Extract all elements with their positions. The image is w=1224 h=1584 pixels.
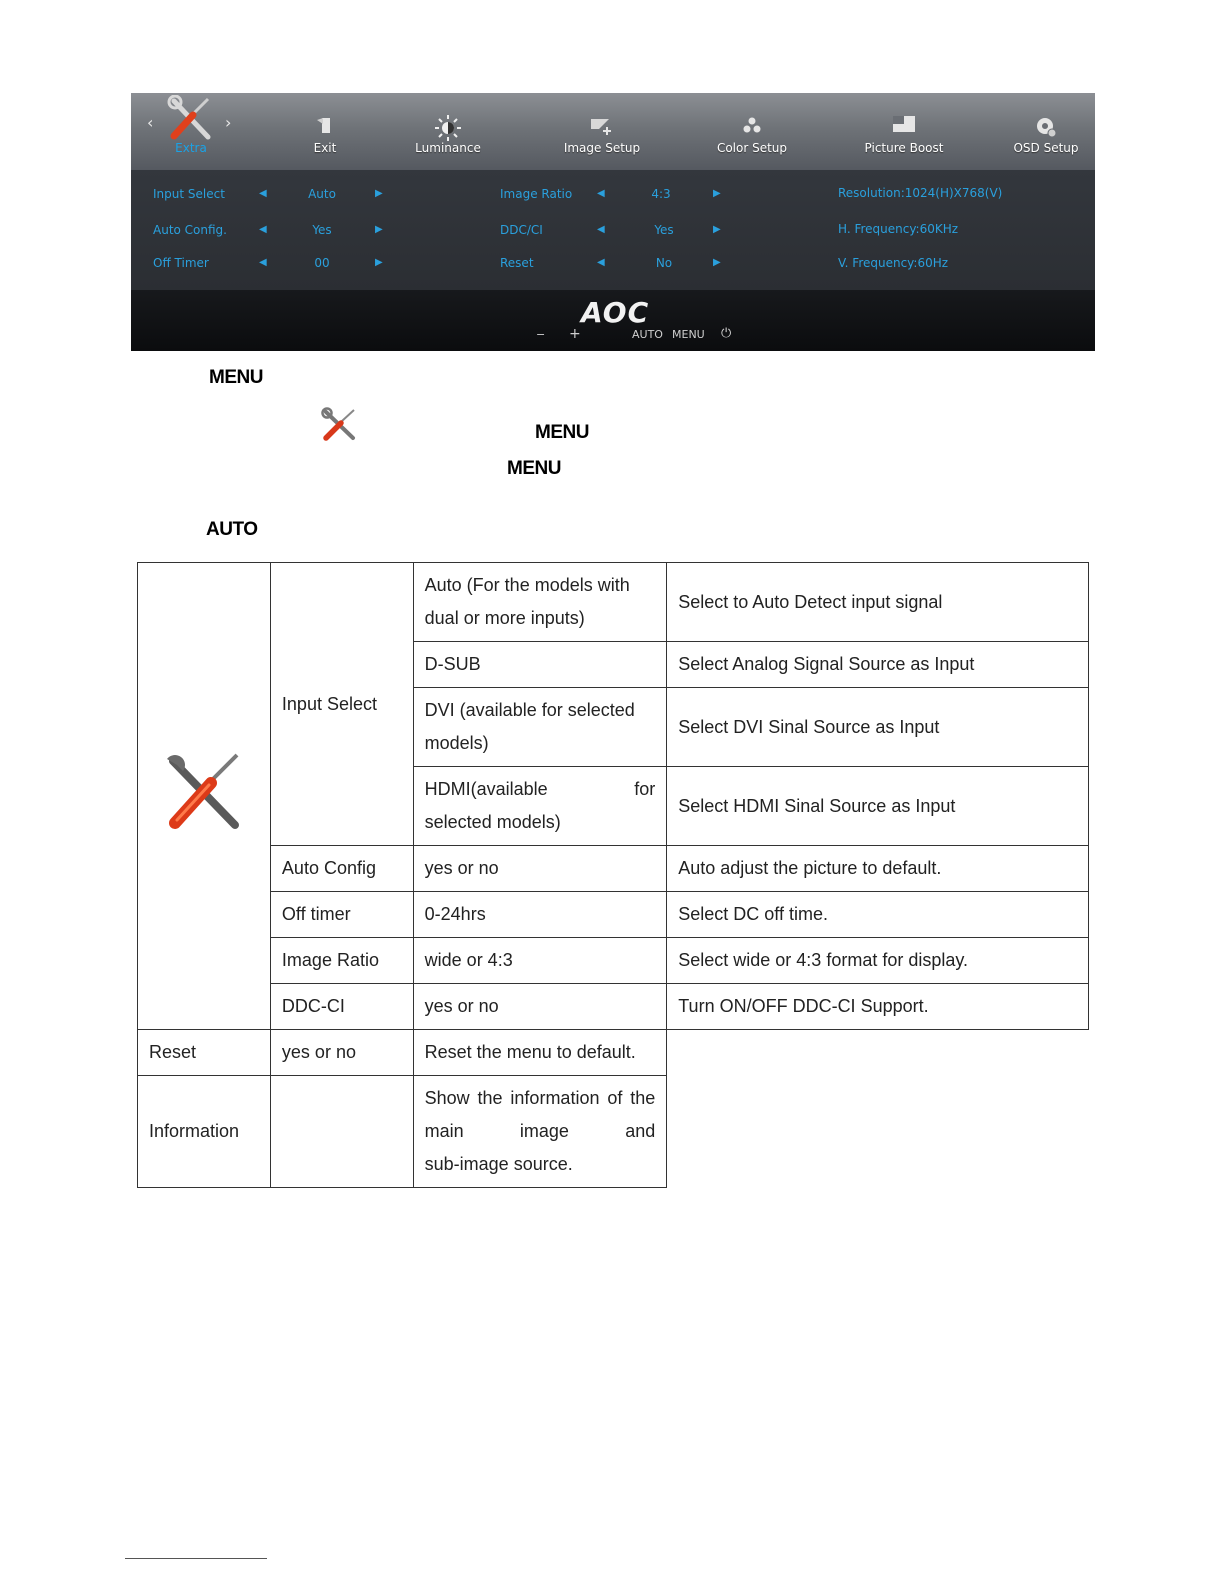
input-select-label-cell — [270, 563, 413, 846]
setting-label-cell — [138, 1030, 271, 1076]
osd-image-ratio-label: Image Ratio — [500, 187, 573, 201]
osd-off-timer-label: Off Timer — [153, 256, 209, 270]
osd-settings-panel — [131, 170, 1095, 290]
gear-icon — [1034, 115, 1058, 139]
tab-extra[interactable] — [151, 93, 231, 170]
tab-label: Color Setup — [716, 141, 788, 155]
description-cell — [667, 688, 1089, 767]
minus-button[interactable]: − — [536, 328, 546, 341]
option-text: yes or no — [281, 1042, 356, 1062]
tab-osd-setup[interactable] — [1003, 93, 1089, 170]
arrow-right-icon[interactable]: ▶ — [375, 224, 383, 235]
description-text: Auto adjust the picture to default. — [678, 858, 942, 878]
option-text: DVI (available for selected — [424, 700, 635, 720]
description-cell — [413, 1076, 667, 1188]
option-cell — [413, 892, 667, 938]
arrow-left-icon[interactable]: ◀ — [597, 257, 605, 268]
setting-label-cell — [138, 1076, 271, 1188]
option-text: wide or 4:3 — [424, 950, 513, 970]
table-row — [138, 846, 1089, 892]
setting-label: Information — [149, 1121, 240, 1141]
description-text: Select wide or 4:3 format for display. — [678, 950, 969, 970]
arrow-right-icon[interactable]: ▶ — [713, 257, 721, 268]
setting-label: Off timer — [281, 904, 351, 924]
table-row — [138, 984, 1089, 1030]
arrow-right-icon[interactable]: ▶ — [713, 224, 721, 235]
osd-auto-config-label: Auto Config. — [153, 223, 227, 237]
menu-keyword: MENU — [507, 458, 561, 479]
option-text: Auto (For the models with — [424, 575, 630, 595]
table-row — [138, 892, 1089, 938]
osd-reset-label: Reset — [500, 256, 534, 270]
description-text: Select Analog Signal Source as Input — [678, 654, 975, 674]
description-text: sub-image source. — [424, 1154, 573, 1174]
tools-icon — [320, 407, 358, 441]
setting-label-cell — [270, 938, 413, 984]
arrow-left-icon[interactable]: ◀ — [259, 257, 267, 268]
osd-tab-bar — [131, 93, 1095, 170]
color-dots-icon — [741, 115, 763, 135]
chevron-left-icon[interactable]: ‹ — [147, 113, 154, 132]
menu-keyword: MENU — [535, 422, 589, 443]
option-text: for — [634, 779, 656, 799]
osd-off-timer-value: 00 — [314, 256, 330, 270]
arrow-right-icon[interactable]: ▶ — [713, 188, 721, 199]
description-text: Select to Auto Detect input signal — [678, 591, 943, 612]
setting-label: Image Ratio — [281, 950, 379, 970]
table-row — [138, 1076, 1089, 1188]
option-cell — [270, 1076, 413, 1188]
description-cell — [667, 984, 1089, 1030]
brand-logo: AOC — [581, 296, 650, 329]
osd-image-ratio-value: 4:3 — [651, 187, 671, 201]
tab-exit[interactable] — [295, 93, 355, 170]
tab-label: Exit — [313, 141, 337, 155]
sun-icon — [435, 115, 461, 141]
option-cell — [413, 688, 667, 767]
option-text: yes or no — [424, 996, 499, 1016]
option-text: 0-24hrs — [424, 904, 486, 924]
tab-image-setup[interactable] — [552, 93, 652, 170]
auto-keyword: AUTO — [206, 519, 258, 540]
table-row — [138, 1030, 1089, 1076]
menu-keyword: MENU — [209, 367, 263, 388]
description-cell — [413, 1030, 667, 1076]
arrow-right-icon[interactable]: ▶ — [375, 257, 383, 268]
tools-icon — [163, 749, 245, 833]
osd-ddcci-value: Yes — [654, 223, 674, 237]
setting-label-cell — [270, 984, 413, 1030]
description-text: Select DVI Sinal Source as Input — [678, 716, 940, 737]
setting-label: DDC-CI — [281, 996, 345, 1016]
description-cell — [667, 563, 1089, 642]
osd-h-frequency-info: H. Frequency:60KHz — [838, 222, 959, 236]
table-row — [138, 938, 1089, 984]
description-text: Turn ON/OFF DDC-CI Support. — [678, 996, 929, 1016]
arrow-left-icon[interactable]: ◀ — [597, 224, 605, 235]
description-cell — [667, 938, 1089, 984]
option-cell — [413, 846, 667, 892]
tab-luminance[interactable] — [403, 93, 493, 170]
setting-label: Reset — [149, 1042, 197, 1062]
osd-auto-config-value: Yes — [312, 223, 332, 237]
osd-ddcci-label: DDC/CI — [500, 223, 543, 237]
table-icon-cell — [138, 563, 271, 1030]
option-text: dual or more inputs) — [424, 608, 585, 628]
osd-resolution-info: Resolution:1024(H)X768(V) — [838, 186, 1003, 200]
plus-button[interactable]: + — [569, 326, 581, 342]
setting-label: Auto Config — [281, 858, 376, 878]
option-cell — [413, 563, 667, 642]
option-cell — [413, 642, 667, 688]
footnote-divider — [125, 1558, 267, 1559]
option-text: HDMI(available — [424, 779, 548, 799]
description-text: Select HDMI Sinal Source as Input — [678, 795, 956, 816]
arrow-right-icon[interactable]: ▶ — [375, 188, 383, 199]
osd-v-frequency-info: V. Frequency:60Hz — [838, 256, 949, 270]
tools-icon — [166, 95, 216, 143]
option-cell — [413, 984, 667, 1030]
tab-label: Image Setup — [563, 141, 641, 155]
description-text: Reset the menu to default. — [424, 1042, 636, 1062]
description-cell — [667, 892, 1089, 938]
arrow-left-icon[interactable]: ◀ — [259, 224, 267, 235]
description-cell — [667, 642, 1089, 688]
osd-screenshot — [131, 93, 1095, 351]
power-icon[interactable]: ⏻ — [721, 326, 732, 341]
option-text: models) — [424, 733, 489, 753]
description-text: Show the information of the main image and — [424, 1088, 656, 1141]
monitor-bezel — [131, 290, 1095, 351]
setting-label-cell — [270, 846, 413, 892]
option-cell — [270, 1030, 413, 1076]
tab-label: Extra — [175, 141, 207, 155]
osd-reset-value: No — [655, 256, 673, 270]
menu-button[interactable]: MENU — [672, 328, 705, 341]
extra-settings-table — [137, 562, 1089, 1188]
arrow-left-icon[interactable]: ◀ — [597, 188, 605, 199]
description-cell — [667, 767, 1089, 846]
tab-label: Picture Boost — [864, 141, 944, 155]
setting-label: Input Select — [281, 693, 377, 714]
option-text: D-SUB — [424, 654, 481, 674]
chevron-right-icon[interactable]: › — [225, 113, 232, 132]
exit-icon — [315, 115, 335, 135]
tab-label: Luminance — [415, 141, 481, 155]
osd-input-select-label: Input Select — [153, 187, 225, 201]
option-text: selected models) — [424, 812, 561, 832]
tab-label: OSD Setup — [1013, 141, 1079, 155]
arrow-left-icon[interactable]: ◀ — [259, 188, 267, 199]
description-cell — [667, 846, 1089, 892]
description-text: Select DC off time. — [678, 904, 828, 924]
image-setup-icon — [589, 115, 615, 135]
option-cell — [413, 767, 667, 846]
option-cell — [413, 938, 667, 984]
tab-picture-boost[interactable] — [854, 93, 954, 170]
picture-boost-icon — [892, 115, 916, 133]
tab-color-setup[interactable] — [702, 93, 802, 170]
setting-label-cell — [270, 892, 413, 938]
option-text: yes or no — [424, 858, 499, 878]
auto-button[interactable]: AUTO — [632, 328, 663, 341]
osd-input-select-value: Auto — [308, 187, 336, 201]
